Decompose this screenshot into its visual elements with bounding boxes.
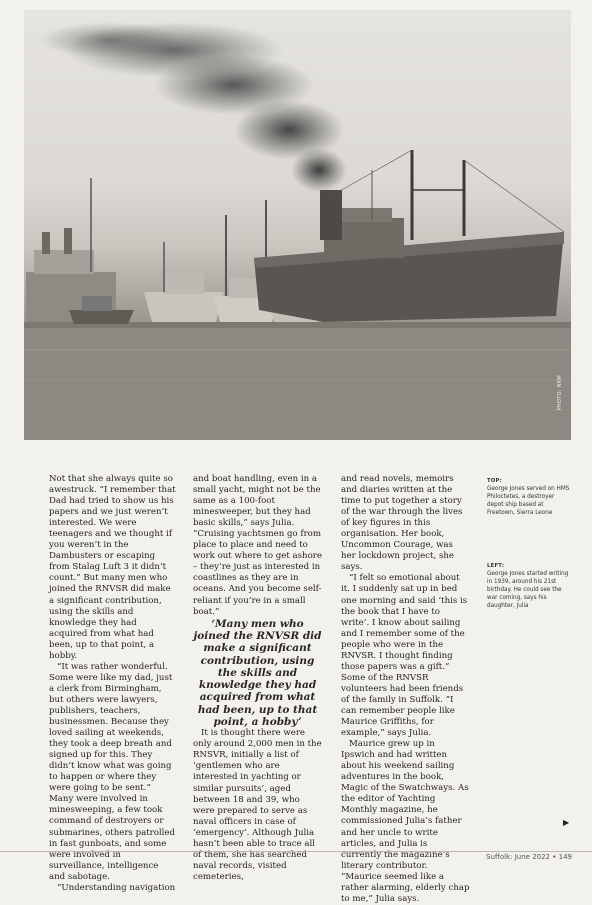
paragraph: “It was rather wonderful. Some were like my dad, just a clerk from Birmingham, but others were lawyers, publishers, teachers, businessmen. Because they loved sailing at weekends, they took a deep breath and signed up for this. They didn’t know what was going to happen or where they were going to be sent.” Many were involved in minesweeping, a few took command of destroyers or submarines, others patrolled in fast gunboats, and some were involved in surveillance, intelligence and sabotage. bbox=[49, 661, 176, 882]
photo-credit: PHOTO: NRM bbox=[557, 374, 563, 410]
column-2 bbox=[193, 474, 322, 883]
caption-text: George Jones served on HMS Philoctetes, a destroyer depot ship based at Freetown, Sierra Leone bbox=[487, 486, 570, 516]
continue-arrow-icon: ▶ bbox=[563, 818, 570, 827]
caption-text: George Jones started writing in 1939, around his 21st birthday. He could see the war coming, says his daughter, Julia bbox=[487, 571, 569, 609]
paragraph: “I felt so emotional about it. I suddenly sat up in bed one morning and said ‘this is the book that I have to write’. I know about sailing and I remember some of the people who were in the RNVSR. I thought finding those papers was a gift.” Some of the RNVSR volunteers had been friends of the family in Suffolk. “I can remember people like Maurice Griffiths, for example,” says Julia. bbox=[341, 573, 468, 739]
paragraph: “Understanding navigation bbox=[57, 882, 176, 893]
paragraph: Not that she always quite so awestruck. “I remember that Dad had tried to show us his papers and we just weren’t interested. We were teenagers and we thought if you weren’t in the Dambusters or escaping from Stalag Luft 3 it didn’t count.” But many men who joined the RNVSR did make a significant contribution, using the skills and knowledge they had acquired from what had been, up to that point, a hobby. bbox=[49, 474, 176, 661]
pull-quote: ‘Many men who joined the RNVSR did make a significant contribution, using the skills and knowledge they had acquired from what had been, up to that point, a hobby’ bbox=[193, 617, 322, 728]
footer-rule bbox=[0, 851, 592, 852]
paragraph: and read novels, memoirs and diaries written at the time to put together a story of the war through the lives of key figures in this organisation. Her book, Uncommon Courage, was her lockdown project, she says. bbox=[341, 474, 463, 573]
caption-left bbox=[487, 562, 572, 610]
column-1 bbox=[49, 474, 177, 894]
page-number: 149 bbox=[558, 853, 572, 861]
caption-label: TOP: bbox=[487, 478, 503, 484]
magazine-name: Suffolk bbox=[486, 853, 511, 861]
issue-date: June 2022 bbox=[514, 853, 551, 861]
harbour-photo bbox=[24, 10, 571, 440]
paragraph: and boat handling, even in a small yacht, might not be the same as a 100-foot minesweeper, but they had basic skills,” says Julia. “Cruising yachtsmen go from place to place and need to work out where to get ashore – they’re just as interested in coastlines as they are in oceans. And you become self-reliant if you’re in a small boat.” bbox=[193, 474, 322, 617]
folio: Suffolk: June 2022 • 149 bbox=[486, 853, 572, 861]
ships-illustration bbox=[24, 10, 571, 440]
column-3 bbox=[341, 474, 470, 905]
caption-top bbox=[487, 477, 572, 517]
paragraph: It is thought there were only around 2,000 men in the RNSVR, initially a list of ‘gentlemen who are interested in yachting or similar pursuits’, aged between 18 and 39, who were prepared to serve as naval officers in case of ‘emergency’. Although Julia hasn’t been able to trace all of them, she has searched naval records, visited cemeteries, bbox=[193, 728, 322, 882]
bullet-icon: • bbox=[552, 853, 557, 861]
caption-label: LEFT: bbox=[487, 563, 505, 569]
paragraph: Maurice grew up in Ipswich and had written about his weekend sailing adventures in the book, Magic of the Swatchways. As the editor of Yachting Monthly magazine, he commissioned Julia’s father and her uncle to write articles, and Julia is currently the magazine’s literary contributor. “Maurice seemed like a rather alarming, elderly chap to me,” Julia says. bbox=[341, 739, 470, 904]
